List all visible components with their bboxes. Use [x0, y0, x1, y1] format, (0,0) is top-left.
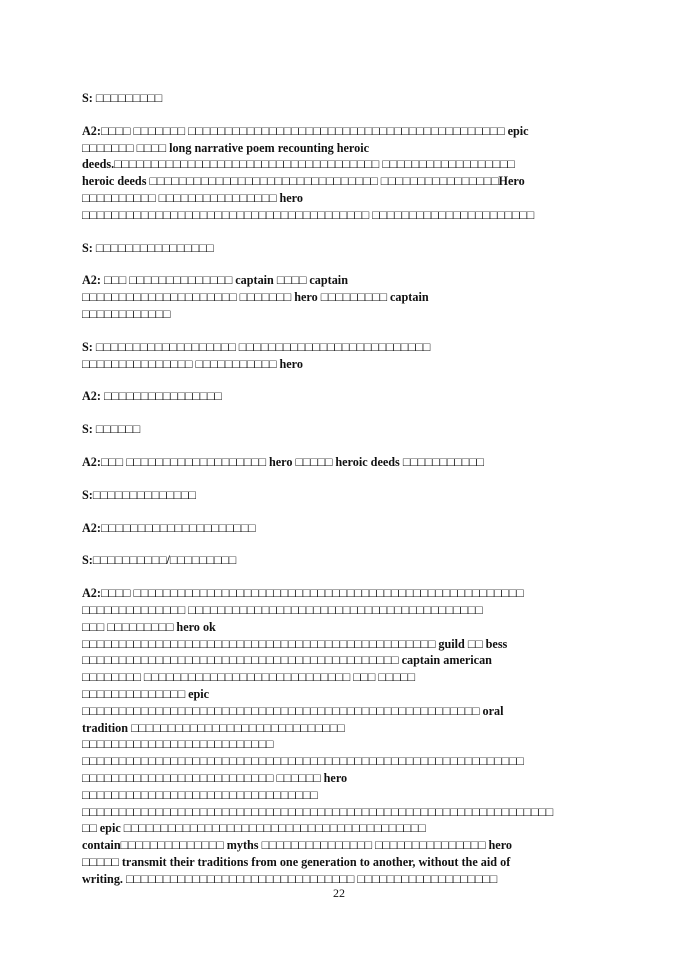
- text-line: □□□□□□□□□□□□□□□□□□□□□□□□□□: [82, 737, 274, 752]
- text-line: A2: □□□ □□□□□□□□□□□□□□ captain □□□□ captain: [82, 273, 348, 288]
- text-line: □□□□□□□□□□ □□□□□□□□□□□□□□□□ hero: [82, 190, 303, 205]
- text-line: □□□□□□□ □□□□ long narrative poem recounting heroic: [82, 140, 370, 155]
- dialogue-paragraph: [82, 90, 602, 107]
- text-line: □□□□□□□□□□□□□□□□□□□□□□□□□□□□□□□□□□□□□□□□□□□□□□□□□□□□□□□□□□□□□□□□: [82, 804, 554, 819]
- dialogue-paragraph: [82, 520, 602, 537]
- dialogue-paragraph: [82, 487, 602, 504]
- text-line: A2:□□□□□□□□□□□□□□□□□□□□□: [82, 520, 256, 535]
- dialogue-paragraph: [82, 272, 602, 322]
- text-line: □□□□□□□□□□□□□□□□□□□□□ □□□□□□□ hero □□□□□□□□□ captain: [82, 290, 429, 305]
- text-line: □□□□□□□□□□□□□□□□□□□□□□□□□□□□□□□□: [82, 787, 318, 802]
- text-line: □□□□□□□□□□□□□□□□□□□□□□□□□□□□□□□□□□□□□□□□□□□□□□□□□□□□□□□□□□□□: [82, 754, 524, 769]
- text-line: S: □□□□□□□□□□□□□□□□: [82, 240, 214, 255]
- text-line: □□ epic □□□□□□□□□□□□□□□□□□□□□□□□□□□□□□□□□□□□□□□□□: [82, 821, 426, 836]
- text-line: □□□□□□□□□□□□□□ epic: [82, 686, 210, 701]
- text-line: A2: □□□□□□□□□□□□□□□□: [82, 389, 222, 404]
- text-line: deeds.□□□□□□□□□□□□□□□□□□□□□□□□□□□□□□□□□□□□ □□□□□□□□□□□□□□□□□□: [82, 157, 515, 172]
- text-line: heroic deeds □□□□□□□□□□□□□□□□□□□□□□□□□□□□□□□ □□□□□□□□□□□□□□□□Hero: [82, 174, 525, 189]
- text-line: □□□□□□□□□□□□: [82, 306, 171, 321]
- transcript-body: [82, 90, 602, 903]
- dialogue-paragraph: [82, 123, 602, 224]
- dialogue-paragraph: [82, 585, 602, 887]
- dialogue-paragraph: [82, 552, 602, 569]
- text-line: S:□□□□□□□□□□/□□□□□□□□□: [82, 553, 237, 568]
- text-line: □□□□□□□□□□□□□□□□□□□□□□□□□□ □□□□□□ hero: [82, 770, 348, 785]
- text-line: A2:□□□ □□□□□□□□□□□□□□□□□□□ hero □□□□□ heroic deeds □□□□□□□□□□□: [82, 454, 484, 469]
- dialogue-paragraph: [82, 388, 602, 405]
- page-number: 22: [333, 886, 345, 900]
- text-line: □□□□□□□□□□□□□□□□□□□□□□□□□□□□□□□□□□□□□□□ □□□□□□□□□□□□□□□□□□□□□□: [82, 207, 535, 222]
- dialogue-paragraph: [82, 339, 602, 373]
- text-line: □□□□□□□□□□□□□□□□□□□□□□□□□□□□□□□□□□□□□□□□□□□□□□□□□□□□□□ oral: [82, 703, 504, 718]
- dialogue-paragraph: [82, 421, 602, 438]
- text-line: □□□□□□□□□□□□□□ □□□□□□□□□□□□□□□□□□□□□□□□□□□□□□□□□□□□□□□□: [82, 602, 483, 617]
- text-line: □□□ □□□□□□□□□ hero ok: [82, 619, 216, 634]
- text-line: □□□□□ transmit their traditions from one generation to another, without the aid of: [82, 854, 511, 869]
- dialogue-paragraph: [82, 240, 602, 257]
- text-line: S: □□□□□□: [82, 422, 141, 437]
- text-line: A2:□□□□ □□□□□□□ □□□□□□□□□□□□□□□□□□□□□□□□□□□□□□□□□□□□□□□□□□□ epic: [82, 123, 529, 138]
- text-line: □□□□□□□□□□□□□□□ □□□□□□□□□□□ hero: [82, 356, 303, 371]
- text-line: □□□□□□□□□□□□□□□□□□□□□□□□□□□□□□□□□□□□□□□□□□□□□□□□ guild □□ bess: [82, 636, 508, 651]
- text-line: □□□□□□□□□□□□□□□□□□□□□□□□□□□□□□□□□□□□□□□□□□□ captain american: [82, 653, 492, 668]
- text-line: □□□□□□□□ □□□□□□□□□□□□□□□□□□□□□□□□□□□□ □□□ □□□□□: [82, 670, 416, 685]
- text-line: contain□□□□□□□□□□□□□□ myths □□□□□□□□□□□□□□□ □□□□□□□□□□□□□□□ hero: [82, 838, 512, 853]
- dialogue-paragraph: [82, 454, 602, 471]
- text-line: tradition □□□□□□□□□□□□□□□□□□□□□□□□□□□□□: [82, 720, 345, 735]
- text-line: S:□□□□□□□□□□□□□□: [82, 487, 196, 502]
- text-line: A2:□□□□ □□□□□□□□□□□□□□□□□□□□□□□□□□□□□□□□□□□□□□□□□□□□□□□□□□□□□: [82, 586, 524, 601]
- text-line: S: □□□□□□□□□: [82, 91, 163, 105]
- text-line: writing. □□□□□□□□□□□□□□□□□□□□□□□□□□□□□□□ □□□□□□□□□□□□□□□□□□□: [82, 871, 498, 886]
- text-line: S: □□□□□□□□□□□□□□□□□□□ □□□□□□□□□□□□□□□□□□□□□□□□□□: [82, 339, 431, 354]
